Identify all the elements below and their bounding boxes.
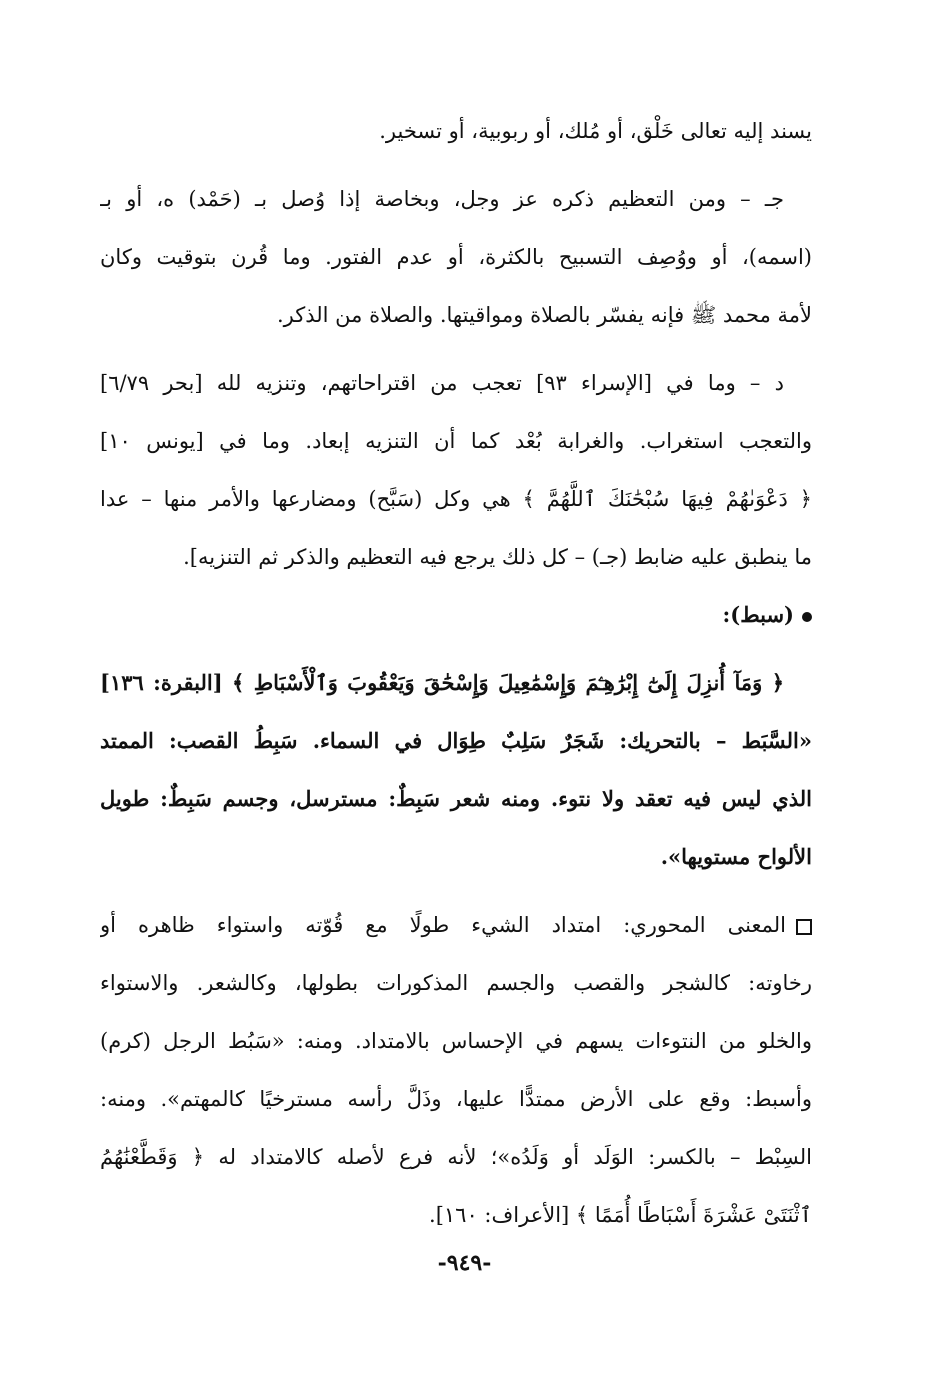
text-line: «السَّبَط – بالتحريك: شَجَرٌ سَلِبٌ طِوَال في السماء. سَبِطُ القصب: الممتد [100,728,812,753]
text-line: والتعجب استغراب. والغرابة بُعْد كما أن التنزيه إبعاد. وما في [يونس ١٠] [100,429,812,453]
text-line: يسند إليه تعالى خَلْق، أو مُلك، أو ربوبية، أو تسخير. [379,119,812,143]
page-number: -٩٤٩- [437,1250,492,1276]
text-line: ﴿ دَعْوَىٰهُمْ فِيهَا سُبْحَٰنَكَ ٱللَّهُمَّ ﴾ هي وكل (سَبَّح) ومضارعها والأمر منها – عدا [100,487,812,511]
section-heading [100,586,812,644]
line-text: المعنى المحوري: امتداد الشيء طولًا مع قُوّته واستواء ظاهره أو [100,913,786,937]
square-box-icon [796,919,812,935]
text-line: وأسبط: وقع على الأرض ممتدًّا عليها، وذَلَّ رأسه مسترخيًا كالمهتم». ومنه: [100,1087,812,1111]
text-line: ٱثْنَتَىْ عَشْرَةَ أَسْبَاطًا أُمَمًا ﴾ [الأعراف: ١٦٠]. [429,1203,812,1227]
quran-verse-line: ﴿ وَمَآ أُنزِلَ إِلَىٰٓ إِبْرَٰهِـۧمَ وَإِسْمَٰعِيلَ وَإِسْحَٰقَ وَيَعْقُوبَ وَٱلْأَسْبَاطِ ﴾ [البقرة: ١٣٦] [100,670,784,695]
text-line: الألواح مستويها». [660,844,812,869]
text-line: جـ – ومن التعظيم ذكره عز وجل، وبخاصة إذا وُصل بـ (حَمْد) ه، أو بـ [100,187,784,211]
text-line: السِبْط – بالكسر: الوَلَد أو وَلَدُه»؛ لأنه فرع لأصله كالامتداد له ﴿ وَقَطَّعْنَٰهُمُ [100,1145,812,1169]
text-line: الذي ليس فيه تعقد ولا نتوء. ومنه شعر سَبِطٌ: مسترسل، وجسم سَبِطٌ: طويل [100,786,812,811]
text-line: (اسمه)، أو ووُصِف التسبيح بالكثرة، أو عدم الفتور. وما قُرن بتوقيت وكان [100,245,812,269]
heading-text: (سبط): [722,602,794,627]
page-body [100,102,812,1244]
text-line [100,896,812,954]
text-line: لأمة محمد ﷺ فإنه يفسّر بالصلاة ومواقيتها. والصلاة من الذكر. [276,303,812,327]
text-line: د – وما في [الإسراء ٩٣] تعجب من اقتراحاتهم، وتنزيه لله [بحر ٦/٧٩] [100,371,784,395]
text-line: والخلو من النتوءات يسهم في الإحساس بالامتداد. ومنه: «سَبُط الرجل (كرم) [100,1029,812,1053]
text-line: ما ينطبق عليه ضابط (جـ) – كل ذلك يرجع فيه التعظيم والذكر ثم التنزيه]. [183,545,812,569]
bullet-icon [802,612,812,622]
text-line: رخاوته: كالشجر والقصب والجسم المذكورات بطولها، وكالشعر. والاستواء [100,971,812,995]
